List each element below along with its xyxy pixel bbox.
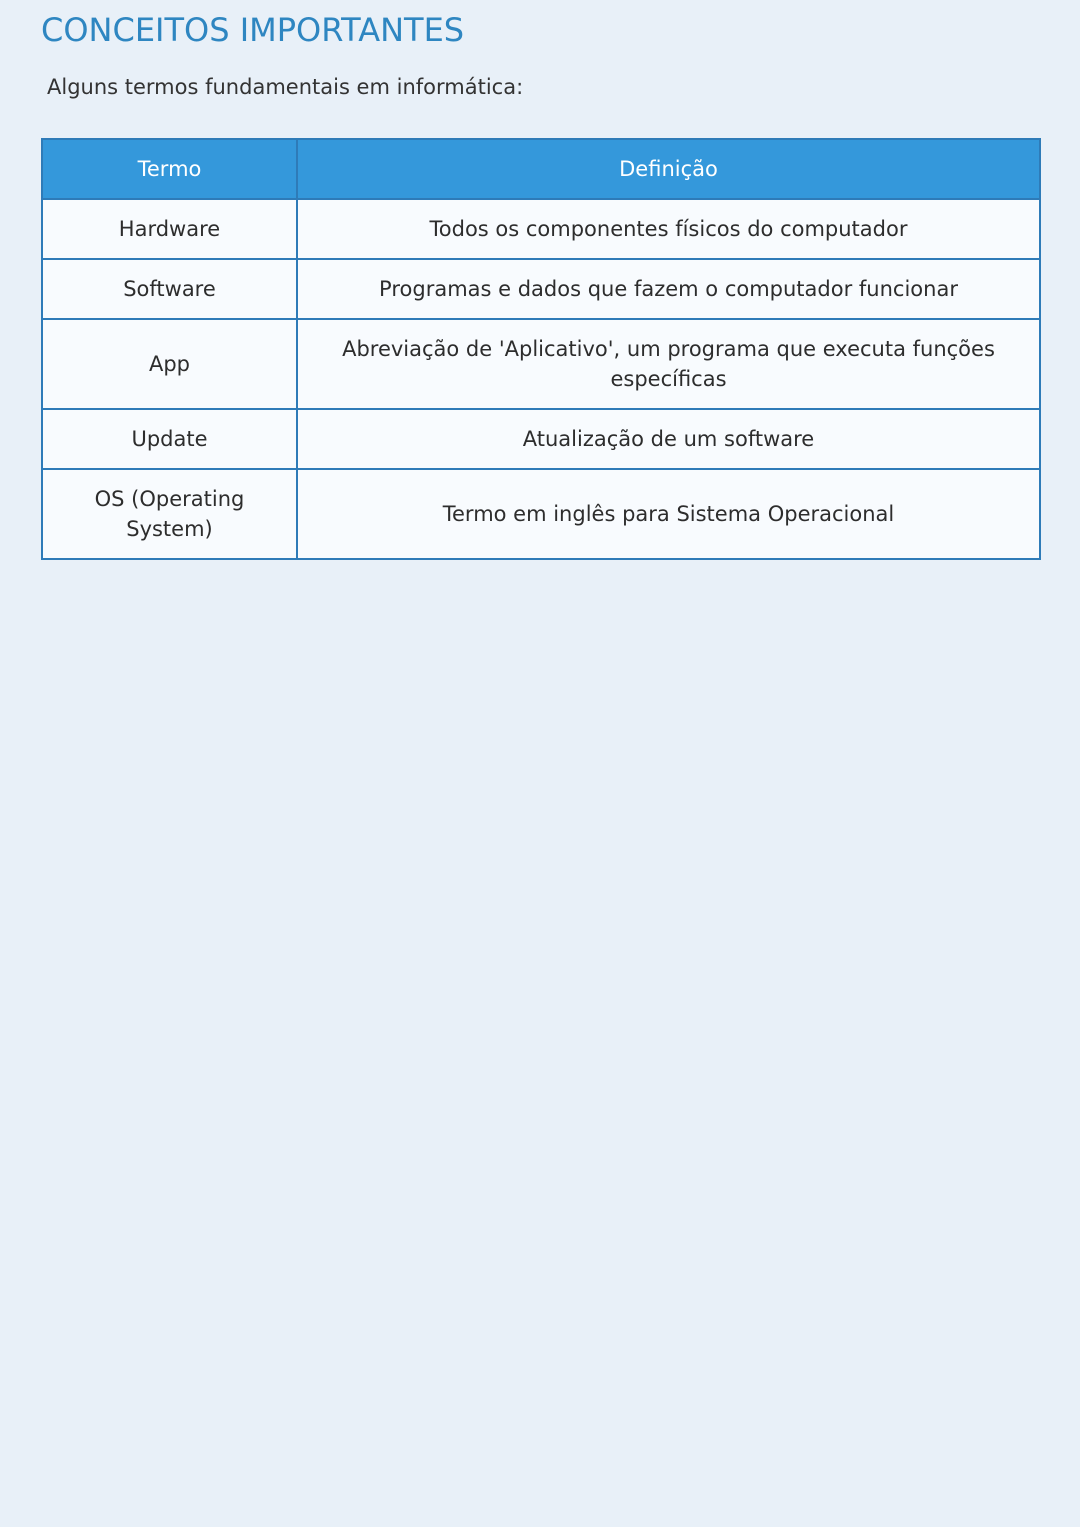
page-title: CONCEITOS IMPORTANTES bbox=[41, 11, 465, 49]
terms-table bbox=[41, 138, 1041, 560]
intro-text: Alguns termos fundamentais em informática: bbox=[47, 75, 524, 99]
table-row bbox=[42, 259, 1040, 319]
table-row bbox=[42, 199, 1040, 259]
column-header-definition: Definição bbox=[297, 139, 1040, 199]
term-cell: Software bbox=[42, 259, 297, 319]
definition-cell: Programas e dados que fazem o computador funcionar bbox=[297, 259, 1040, 319]
definition-cell: Atualização de um software bbox=[297, 409, 1040, 469]
definition-cell: Termo em inglês para Sistema Operacional bbox=[297, 469, 1040, 559]
term-cell: OS (Operating System) bbox=[42, 469, 297, 559]
column-header-term: Termo bbox=[42, 139, 297, 199]
definition-cell: Abreviação de 'Aplicativo', um programa que executa funções específicas bbox=[297, 319, 1040, 409]
term-cell: App bbox=[42, 319, 297, 409]
table-row bbox=[42, 319, 1040, 409]
term-cell: Hardware bbox=[42, 199, 297, 259]
table-header-row bbox=[42, 139, 1040, 199]
definition-cell: Todos os componentes físicos do computador bbox=[297, 199, 1040, 259]
table-row bbox=[42, 469, 1040, 559]
term-cell: Update bbox=[42, 409, 297, 469]
table-row bbox=[42, 409, 1040, 469]
